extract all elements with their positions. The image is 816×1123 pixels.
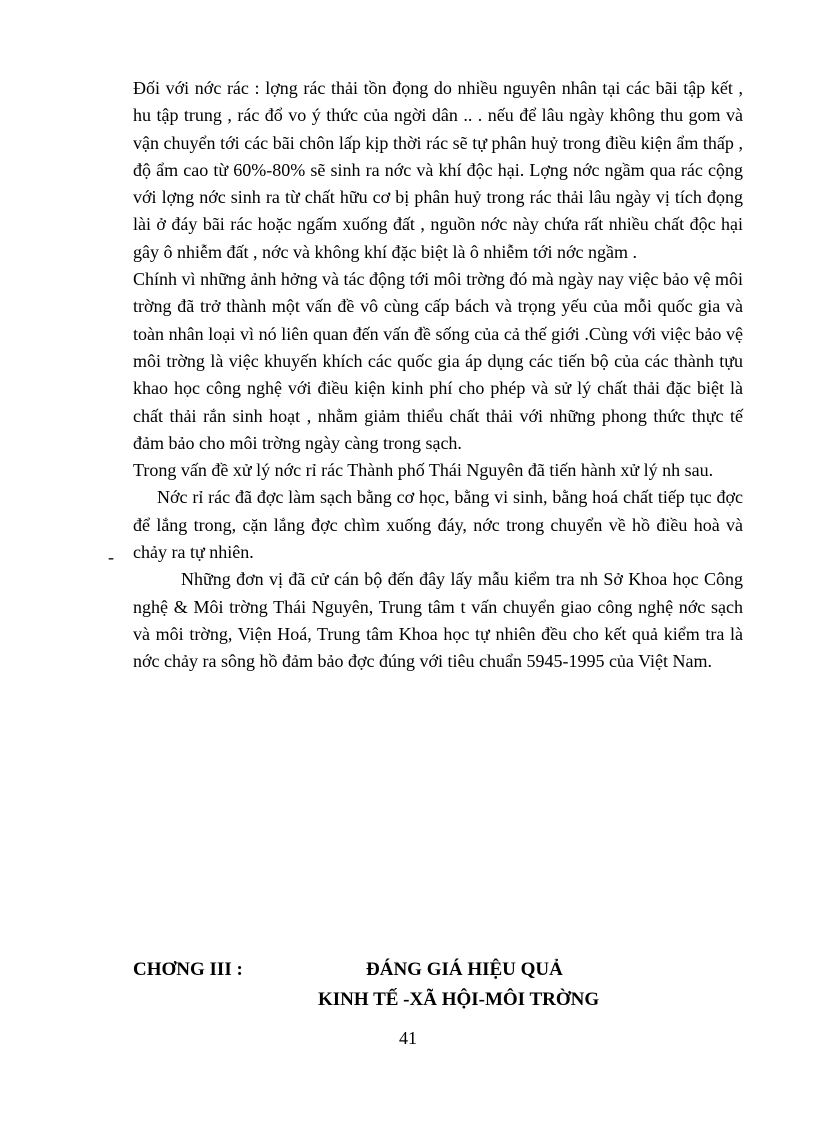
paragraph-environment-protection: Chính vì những ảnh hởng và tác động tới môi trờng đó mà ngày nay việc bảo vệ môi trờng đã trở thành một vấn đề vô cùng cấp bách và trọng yếu của mỗi quốc gia và toàn nhân loại vì nó liên quan đến vấn đề sống của cả thế giới .Cùng với việc bảo vệ môi trờng là việc khuyến khích các quốc gia áp dụng các tiến bộ của các thành tựu khao học công nghệ với điều kiện kinh phí cho phép và sử lý chất thải đặc biệt là chất thải rắn sinh hoạt , nhằm giảm thiểu chất thải với những phong thức thực tế đảm bảo cho môi trờng ngày càng trong sạch. [133,269,743,453]
paragraph-inspection-results: Những đơn vị đã cử cán bộ đến đây lấy mẫu kiểm tra nh Sở Khoa học Công nghệ & Môi trờng Thái Nguyên, Trung tâm t vấn chuyển giao công nghệ nớc sạch và môi trờng, Viện Hoá, Trung tâm Khoa học tự nhiên đều cho kết quả kiểm tra là nớc chảy ra sông hồ đảm bảo đợc đúng với tiêu chuẩn 5945-1995 của Việt Nam. [133,569,743,672]
bullet-mark: - [108,547,114,567]
page-number: 41 [399,1028,417,1048]
body-text [133,75,743,676]
paragraph-leachate-problem: Đối với nớc rác : lợng rác thải tồn đọng do nhiều nguyên nhân tại các bãi tập kết , hu tập trung , rác đổ vo ý thức của ngời dân .. . nếu để lâu ngày không thu gom và vận chuyển tới các bãi chôn lấp kịp thời rác sẽ tự phân huỷ trong điều kiện ẩm thấp , độ ẩm cao từ 60%-80% sẽ sinh ra nớc và khí độc hại. Lợng nớc ngầm qua rác cộng với lợng nớc sinh ra từ chất hữu cơ bị phân huỷ trong rác thải lâu ngày vị tích đọng lài ở đáy bãi rác hoặc ngấm xuống đất , nguồn nớc này chứa rất nhiều chất độc hại gây ô nhiễm đất , nớc và không khí đặc biệt là ô nhiễm tới nớc ngầm . [133,78,743,262]
chapter-label: CHƠNG III : [133,959,243,980]
chapter-title-line2: KINH TẾ -XÃ HỘI-MÔI TRỜNG [318,989,600,1010]
paragraph-treatment-process: Nớc rỉ rác đã đợc làm sạch bằng cơ học, bằng vi sinh, bằng hoá chất tiếp tục đợc để lắng trong, cặn lắng đợc chìm xuống đáy, nớc trong chuyển về hồ điều hoà và chảy ra tự nhiên. [133,487,743,563]
paragraph-thai-nguyen-treatment: Trong vấn đề xử lý nớc rỉ rác Thành phố Thái Nguyên đã tiến hành xử lý nh sau. [133,460,714,481]
chapter-title-line1: ĐÁNG GIÁ HIỆU QUẢ [366,959,563,980]
